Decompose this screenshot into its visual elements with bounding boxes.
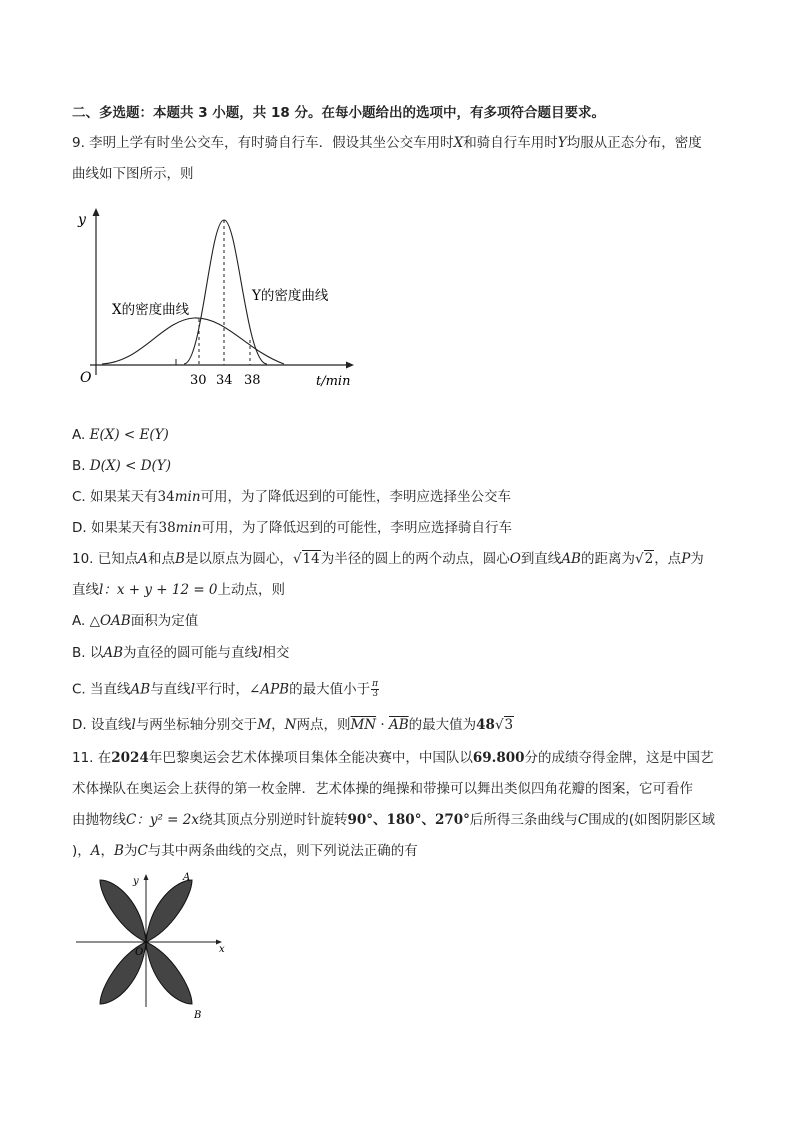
q10-point-a: A — [138, 551, 149, 567]
q9-option-a[interactable] — [72, 426, 169, 444]
q10-center-o: O — [509, 551, 521, 567]
q10-option-a-math: OAB — [99, 613, 131, 629]
q11-y-label: y — [133, 876, 139, 887]
q11-stem-line1 — [72, 749, 714, 767]
q9-stem-text-2: 和骑自行车用时 — [463, 135, 558, 151]
q11-text-4: 由抛物线 — [72, 812, 126, 828]
q10-stem-line1 — [72, 550, 704, 568]
q11-parabola-c: C — [126, 812, 137, 828]
q10-option-d-m: M — [257, 717, 272, 733]
q9-option-a-math: E(X) < E(Y) — [89, 427, 169, 443]
q10-option-c[interactable] — [72, 680, 380, 699]
q9-option-d-num: 38 — [158, 520, 176, 536]
q10-option-d-text-2: 与两坐标轴分别交于 — [135, 717, 258, 733]
q11-comma: ， — [100, 843, 115, 859]
q10-text-4: 为半径的圆上的两个动点，圆心 — [320, 551, 510, 567]
q10-text-1: 10. 已知点 — [72, 551, 139, 567]
q11-year: 2024 — [111, 750, 149, 766]
q11-text-7: 围成的(如图阴影区域 — [588, 812, 716, 828]
q11-x-label: x — [219, 944, 225, 955]
q10-text-3: 是以原点为圆心， — [184, 551, 293, 567]
q9-var-x: X — [453, 135, 464, 151]
q10-sqrt14: √14 — [292, 551, 320, 567]
q10-option-d-n: N — [284, 717, 297, 733]
q9-stem-line1 — [72, 134, 702, 152]
q9-tick-30: 30 — [190, 373, 207, 388]
q10-point-b: B — [175, 551, 185, 567]
q10-sqrt2-radicand: 2 — [644, 551, 654, 567]
q10-stem-line2 — [72, 581, 285, 599]
q10-option-c-text-3: 平行时， — [195, 681, 250, 698]
q10-option-d[interactable] — [72, 716, 514, 734]
q9-y-axis-arrow — [93, 208, 100, 216]
q9-option-d[interactable] — [72, 519, 512, 537]
q9-option-c-unit: min — [174, 489, 201, 505]
q11-stem-line2: 术体操队在奥运会上获得的第一枚金牌．艺术体操的绳操和带操可以舞出类似四角花瓣的图案，它可看作 — [72, 781, 693, 797]
q10-sqrt2: √2 — [634, 551, 654, 567]
q10-option-d-l: l — [131, 717, 136, 733]
q11-petal-figure — [72, 866, 232, 1021]
q10-option-c-text-2: 与直线 — [150, 681, 191, 698]
q11-text-9: 为 — [123, 843, 138, 859]
q9-option-c-text-2: 可用，为了降低迟到的可能性，李明应选择坐公交车 — [200, 489, 512, 505]
q10-option-d-vector-mn: $\overline{MN}$ — [350, 717, 377, 733]
q10-option-b-l: l — [258, 645, 263, 661]
q9-option-c[interactable] — [72, 488, 511, 506]
q11-text-2: 年巴黎奥运会艺术体操项目集体全能决赛中，中国队以 — [148, 750, 473, 766]
q10-option-d-text: D. 设直线 — [72, 717, 132, 733]
q10-text-5: 到直线 — [520, 551, 562, 567]
q11-origin-label: O — [135, 947, 144, 958]
q10-line-equation: ：x + y + 12 = 0 — [103, 582, 218, 598]
q9-option-c-text: C. 如果某天有 — [72, 489, 158, 505]
q9-density-figure — [72, 200, 372, 400]
q11-text-5: 绕其顶点分别逆时针旋转 — [198, 812, 348, 828]
q9-tick-38: 38 — [244, 373, 261, 388]
q11-point-b-label: B — [194, 1010, 202, 1021]
q10-option-c-ab: AB — [130, 681, 151, 698]
q9-y-label: y — [78, 212, 86, 228]
q10-option-c-angle: ∠APB — [249, 681, 290, 698]
q11-text-1: 11. 在 — [72, 750, 112, 766]
q9-x-label: t/min — [316, 374, 351, 389]
q10-option-d-comma: ， — [271, 717, 285, 733]
q10-text-2: 和点 — [148, 551, 176, 567]
q10-option-c-text: C. 当直线 — [72, 681, 131, 698]
q10-text-6: 的距离为 — [580, 551, 635, 567]
q10-option-d-value: 48 — [476, 717, 495, 733]
q11-stem-line3 — [72, 811, 715, 829]
q10-option-b-text: B. 以 — [72, 645, 104, 661]
q10-option-c-frac-bottom: 3 — [372, 689, 378, 699]
q9-option-b-label: B. — [72, 458, 86, 474]
q11-y-axis-arrow — [144, 874, 149, 880]
q11-point-a-label: A — [183, 872, 191, 883]
q9-var-y: Y — [557, 135, 567, 151]
q9-origin-label: O — [80, 370, 92, 386]
q11-point-b: B — [114, 843, 124, 859]
q11-text-8: )， — [72, 843, 91, 859]
q11-angles: 90°、180°、270° — [347, 812, 470, 828]
q11-point-a: A — [90, 843, 101, 859]
q10-option-d-text-4: 的最大值为 — [408, 717, 477, 733]
q10-option-c-frac-top: π — [372, 679, 379, 689]
q11-petal-se — [146, 942, 192, 1004]
q11-stem-line4 — [72, 842, 418, 860]
q9-option-d-text-2: 可用，为了降低迟到的可能性，李明应选择骑自行车 — [201, 520, 512, 536]
q10-line-l: l — [99, 582, 104, 598]
q10-option-a-text: 面积为定值 — [130, 613, 199, 629]
q10-option-d-sqrt3-radicand: 3 — [504, 717, 514, 733]
q10-option-d-sqrt3: √3 — [494, 717, 514, 733]
q9-option-c-num: 34 — [157, 489, 175, 505]
q9-tick-34: 34 — [216, 373, 233, 388]
q9-label-y-curve: Y的密度曲线 — [252, 288, 329, 304]
q10-text-7: ，点 — [654, 551, 682, 567]
q10-option-d-text-3: 两点，则 — [296, 717, 351, 733]
q11-parabola-eq: ：y² = 2x — [136, 812, 199, 828]
q10-option-b-text-2: 为直径的圆可能与直线 — [123, 645, 259, 661]
q11-text-10: 与其中两条曲线的交点，则下列说法正确的有 — [147, 843, 418, 859]
q11-curve-c: C — [137, 843, 148, 859]
q10-text-8: 为 — [690, 551, 704, 567]
q10-point-p: P — [681, 551, 691, 567]
q10-option-b[interactable] — [72, 644, 289, 662]
q10-option-c-l: l — [190, 681, 196, 698]
q11-parabola-c-2: C — [577, 812, 589, 828]
q9-curve-x — [102, 318, 284, 364]
q10-option-b-ab: AB — [103, 645, 124, 661]
q10-option-d-vector-ab: $\overline{AB}$ — [388, 717, 409, 733]
q9-stem-text-3: 均服从正态分布，密度 — [566, 135, 702, 151]
q10-option-a[interactable] — [72, 612, 198, 630]
q9-option-d-text: D. 如果某天有 — [72, 520, 159, 536]
q11-text-3: 分的成绩夺得金牌，这是中国艺 — [524, 750, 714, 766]
q9-x-axis-arrow — [346, 362, 354, 369]
triangle-icon: △ — [89, 613, 100, 629]
q10-option-c-text-4: 的最大值小于 — [289, 681, 371, 698]
q9-option-b[interactable] — [72, 457, 171, 475]
q10-text-then: 上动点，则 — [217, 582, 286, 598]
q10-option-b-text-3: 相交 — [262, 645, 290, 661]
q9-label-x-curve: X的密度曲线 — [112, 302, 190, 318]
q10-line-ab: AB — [561, 551, 581, 567]
q11-score: 69.800 — [472, 750, 525, 766]
q11-text-6: 后所得三条曲线与 — [469, 812, 578, 828]
q11-petal-ne — [146, 880, 192, 942]
q10-option-c-fraction — [371, 680, 379, 699]
q9-stem-text: 9. 李明上学有时坐公交车，有时骑自行车．假设其坐公交车用时 — [72, 135, 454, 151]
q9-option-a-label: A. — [72, 427, 86, 443]
q10-option-d-dot: · — [376, 717, 389, 733]
q10-sqrt14-radicand: 14 — [302, 551, 320, 567]
q9-stem-line2: 曲线如下图所示，则 — [72, 166, 194, 182]
q9-option-b-math: D(X) < D(Y) — [89, 458, 171, 474]
q10-text-line: 直线 — [72, 582, 99, 598]
section-heading: 二、多选题：本题共 3 小题，共 18 分。在每小题给出的选项中，有多项符合题目要求。 — [72, 105, 605, 121]
q10-option-a-label: A. — [72, 613, 86, 629]
q9-option-d-unit: min — [175, 520, 202, 536]
q11-petal-nw — [100, 880, 146, 942]
